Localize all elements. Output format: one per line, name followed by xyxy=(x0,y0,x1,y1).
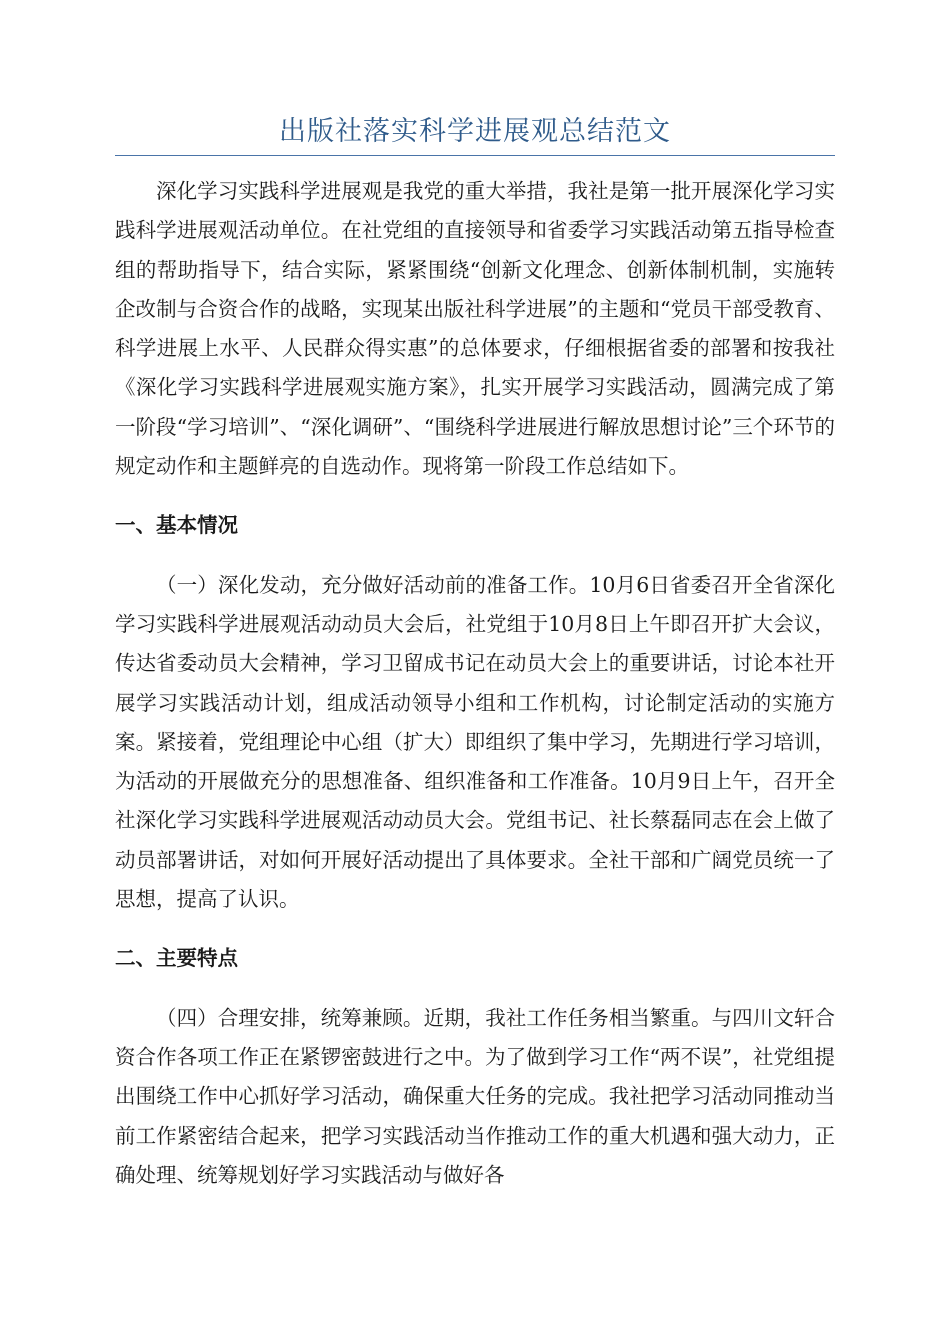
section-heading-basic-situation: 一、基本情况 xyxy=(115,513,238,538)
document-title: 出版社落实科学进展观总结范文 xyxy=(279,116,671,147)
title-underline xyxy=(115,155,835,156)
section2-paragraph: （四）合理安排，统筹兼顾。近期，我社工作任务相当繁重。与四川文轩合资合作各项工作正在紧锣密鼓进行之中。为了做到学习工作“两不误”，社党组提出围绕工作中心抓好学习活动，确保重大任务的完成。我社把学习活动同推动当前工作紧密结合起来，把学习实践活动当作推动工作的重大机遇和强大动力，正确处理、统筹规划好学习实践活动与做好各 xyxy=(115,1005,835,1187)
section1-paragraph: （一）深化发动，充分做好活动前的准备工作。10月6日省委召开全省深化学习实践科学进展观活动动员大会后，社党组于10月8日上午即召开扩大会议，传达省委动员大会精神，学习卫留成书记在动员大会上的重要讲话，讨论本社开展学习实践活动计划，组成活动领导小组和工作机构，讨论制定活动的实施方案。紧接着，党组理论中心组（扩大）即组织了集中学习，先期进行学习培训，为活动的开展做充分的思想准备、组织准备和工作准备。10月9日上午，召开全社深化学习实践科学进展观活动动员大会。党组书记、社长蔡磊同志在会上做了动员部署讲话，对如何开展好活动提出了具体要求。全社干部和广阔党员统一了思想，提高了认识。 xyxy=(115,572,835,912)
section-heading-main-features: 二、主要特点 xyxy=(115,946,238,971)
document-body xyxy=(115,172,835,1195)
intro-paragraph: 深化学习实践科学进展观是我党的重大举措，我社是第一批开展深化学习实践科学进展观活动单位。在社党组的直接领导和省委学习实践活动第五指导检查组的帮助指导下，结合实际，紧紧围绕“创新文化理念、创新体制机制，实施转企改制与合资合作的战略，实现某出版社科学进展”的主题和“党员干部受教育、科学进展上水平、人民群众得实惠”的总体要求，仔细根据省委的部署和按我社《深化学习实践科学进展观实施方案》，扎实开展学习实践活动，圆满完成了第一阶段“学习培训”、“深化调研”、“围绕科学进展进行解放思想讨论”三个环节的规定动作和主题鲜亮的自选动作。现将第一阶段工作总结如下。 xyxy=(115,179,835,479)
